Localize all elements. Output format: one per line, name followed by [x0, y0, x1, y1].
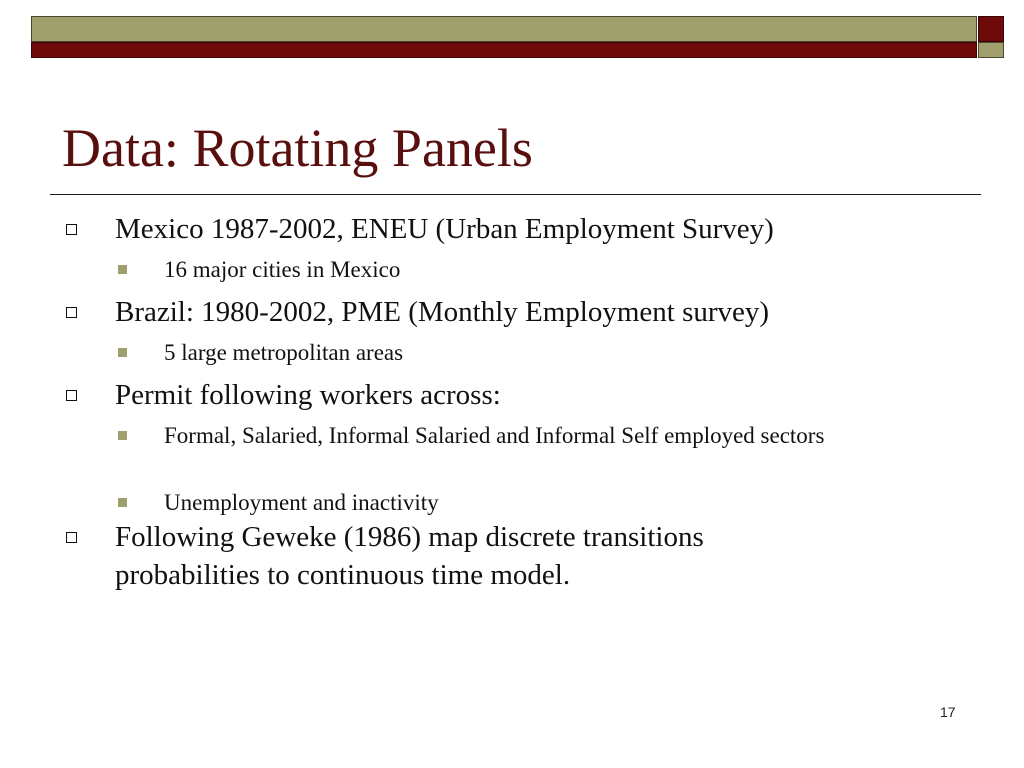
sub-bullet-item: Formal, Salaried, Informal Salaried and Informal Self employed sectors [164, 423, 825, 448]
slide-title: Data: Rotating Panels [62, 118, 533, 178]
hollow-square-icon [66, 390, 77, 401]
page-number: 17 [940, 704, 956, 720]
header-corner-square-olive [978, 42, 1004, 58]
sub-bullet-item: 16 major cities in Mexico [164, 257, 401, 282]
bullet-item: Brazil: 1980-2002, PME (Monthly Employment survey) [115, 296, 770, 328]
bullet-item: Permit following workers across: [115, 379, 501, 411]
sub-bullet-item: Unemployment and inactivity [164, 490, 439, 515]
header-corner-square-maroon [978, 16, 1004, 42]
sub-bullet-item: 5 large metropolitan areas [164, 340, 404, 365]
header-band-maroon [31, 42, 977, 58]
hollow-square-icon [66, 307, 77, 318]
bullet-item: Following Geweke (1986) map discrete transitions probabilities to continuous time model. [115, 521, 704, 591]
filled-square-icon [118, 498, 127, 507]
bullet-item: Mexico 1987-2002, ENEU (Urban Employment Survey) [115, 213, 774, 245]
filled-square-icon [118, 265, 127, 274]
header-band-olive [31, 16, 977, 42]
filled-square-icon [118, 431, 127, 440]
hollow-square-icon [66, 532, 77, 543]
filled-square-icon [118, 348, 127, 357]
hollow-square-icon [66, 224, 77, 235]
title-divider [50, 194, 981, 195]
